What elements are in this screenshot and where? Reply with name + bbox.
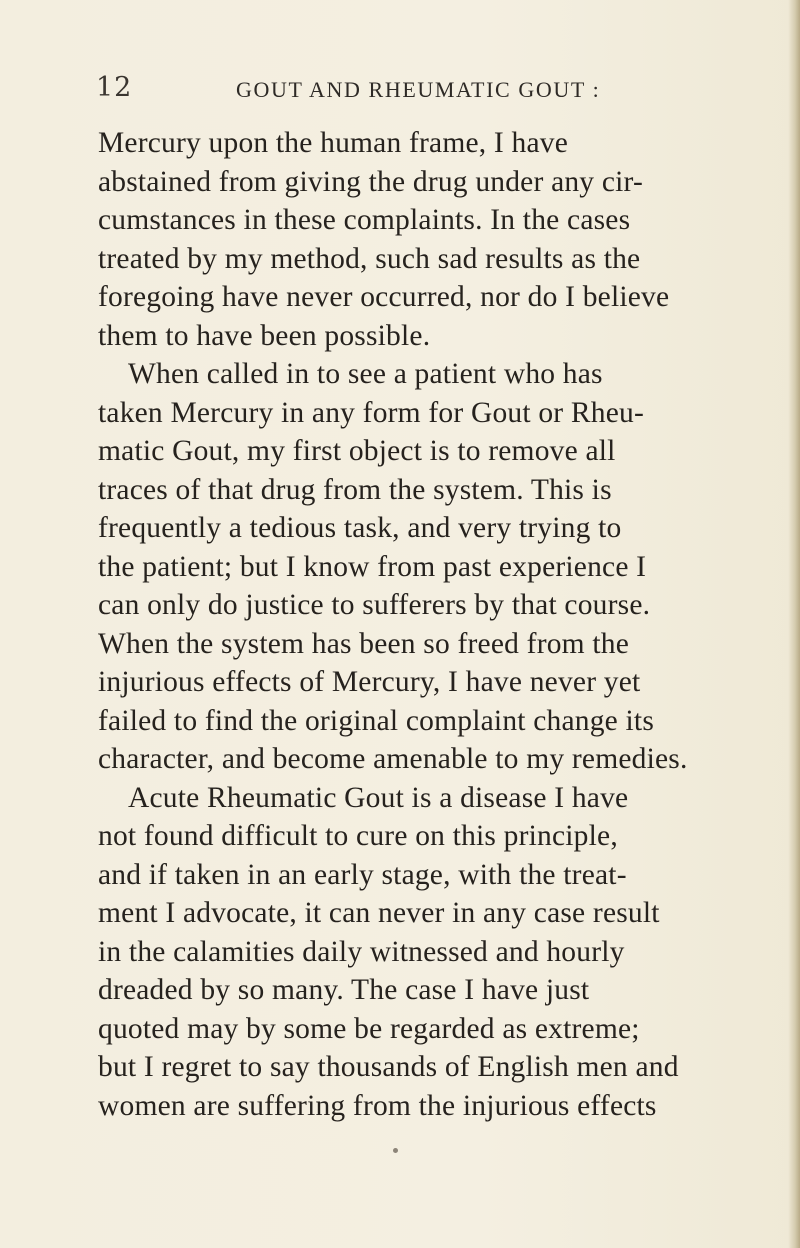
page-number: 12 bbox=[96, 72, 133, 103]
page-edge-shadow bbox=[788, 0, 800, 1248]
text-line: When the system has been so freed from the bbox=[98, 627, 630, 660]
text-line: injurious effects of Mercury, I have never yet bbox=[98, 666, 641, 698]
text-line: foregoing have never occurred, nor do I believe bbox=[98, 281, 670, 313]
text-line: frequently a tedious task, and very trying to bbox=[98, 512, 622, 544]
text-line: in the calamities daily witnessed and hourly bbox=[98, 935, 625, 968]
text-line: abstained from giving the drug under any cir- bbox=[98, 165, 643, 198]
text-line: women are suffering from the injurious effects bbox=[98, 1089, 657, 1122]
text-line: failed to find the original complaint change its bbox=[98, 704, 655, 737]
text-line: character, and become amenable to my remedies. bbox=[98, 743, 688, 775]
text-line: Mercury upon the human frame, I have bbox=[98, 127, 569, 159]
paragraph-start-line: Acute Rheumatic Gout is a disease I have bbox=[128, 781, 629, 814]
text-line: cumstances in these complaints. In the cases bbox=[98, 204, 631, 236]
text-line: but I regret to say thousands of English men and bbox=[98, 1051, 679, 1083]
text-line: dreaded by so many. The case I have just bbox=[98, 974, 590, 1006]
text-line: traces of that drug from the system. This is bbox=[98, 473, 612, 506]
text-line: ment I advocate, it can never in any case result bbox=[98, 897, 660, 929]
paper-speck bbox=[393, 1148, 398, 1153]
text-line: not found difficult to cure on this principle, bbox=[98, 820, 618, 852]
text-line: the patient; but I know from past experience I bbox=[98, 550, 647, 583]
running-head-title: GOUT AND RHEUMATIC GOUT : bbox=[236, 77, 601, 102]
text-line: matic Gout, my first object is to remove all bbox=[98, 435, 616, 467]
text-line: can only do justice to sufferers by that course. bbox=[98, 589, 651, 621]
paragraph-start-line: When called in to see a patient who has bbox=[128, 358, 603, 390]
text-line: taken Mercury in any form for Gout or Rheu- bbox=[98, 396, 644, 429]
text-line: treated by my method, such sad results as the bbox=[98, 242, 641, 275]
text-line: them to have been possible. bbox=[98, 319, 431, 352]
text-line: quoted may by some be regarded as extreme; bbox=[98, 1012, 640, 1045]
text-line: and if taken in an early stage, with the treat- bbox=[98, 858, 627, 891]
body-text bbox=[98, 124, 758, 1125]
running-head bbox=[0, 72, 800, 112]
